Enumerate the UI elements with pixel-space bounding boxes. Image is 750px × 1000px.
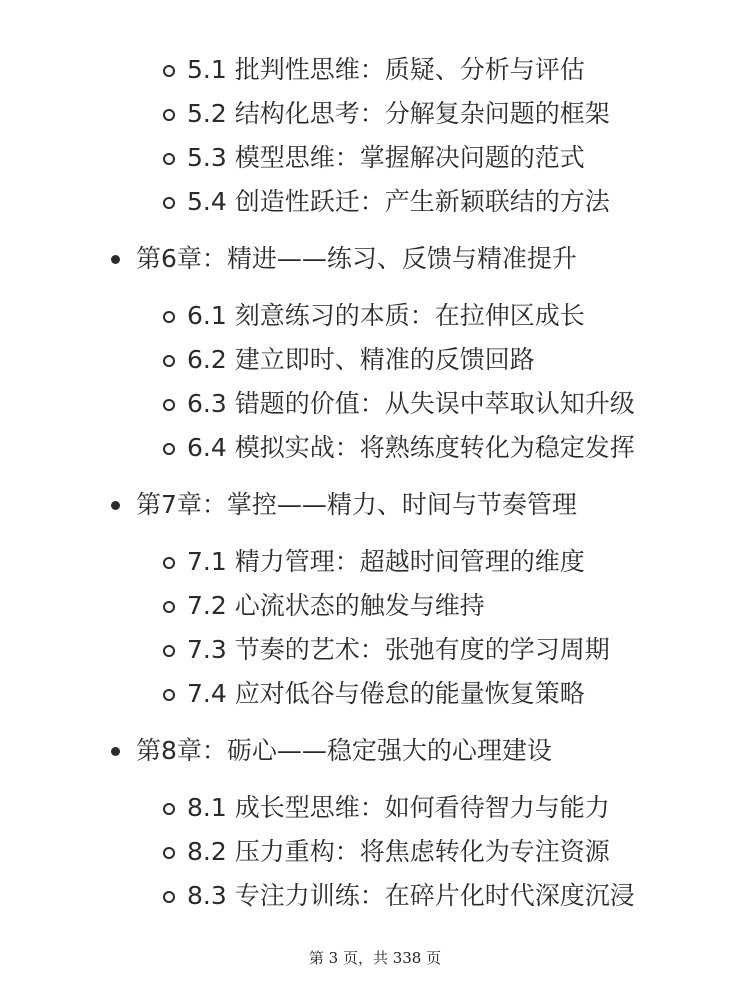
toc-chapter-item	[0, 235, 750, 283]
toc-section-item	[0, 180, 750, 224]
toc-section-item	[0, 830, 750, 874]
toc-section-item	[0, 48, 750, 92]
spacer	[0, 470, 750, 481]
spacer	[0, 529, 750, 540]
section-title: 6.3 错题的价值：从失误中萃取认知升级	[187, 389, 635, 418]
spacer	[0, 224, 750, 235]
chapter-title: 第7章：掌控——精力、时间与节奏管理	[136, 490, 577, 519]
section-title: 5.2 结构化思考：分解复杂问题的框架	[187, 99, 610, 128]
hollow-bullet-icon	[163, 65, 175, 77]
chapter-title: 第8章：砺心——稳定强大的心理建设	[136, 736, 552, 765]
toc-section-item	[0, 786, 750, 830]
hollow-bullet-icon	[163, 891, 175, 903]
hollow-bullet-icon	[163, 355, 175, 367]
section-title: 8.2 压力重构：将焦虑转化为专注资源	[187, 837, 610, 866]
toc-section-item	[0, 672, 750, 716]
hollow-bullet-icon	[163, 443, 175, 455]
toc-section-item	[0, 136, 750, 180]
toc-section-item	[0, 426, 750, 470]
toc-section-item	[0, 874, 750, 918]
toc-chapter-item	[0, 481, 750, 529]
section-title: 7.1 精力管理：超越时间管理的维度	[187, 547, 585, 576]
section-title: 8.1 成长型思维：如何看待智力与能力	[187, 793, 610, 822]
hollow-bullet-icon	[163, 689, 175, 701]
page-number-footer: 第 3 页，共 338 页	[308, 949, 442, 967]
section-title: 6.2 建立即时、精准的反馈回路	[187, 345, 535, 374]
section-title: 5.3 模型思维：掌握解决问题的范式	[187, 143, 585, 172]
spacer	[0, 775, 750, 786]
hollow-bullet-icon	[163, 109, 175, 121]
filled-bullet-icon	[111, 747, 120, 756]
toc-chapter-item	[0, 727, 750, 775]
section-title: 5.1 批判性思维：质疑、分析与评估	[187, 55, 585, 84]
filled-bullet-icon	[111, 255, 120, 264]
toc-section-item	[0, 338, 750, 382]
spacer	[0, 283, 750, 294]
toc-section-item	[0, 540, 750, 584]
section-title: 8.3 专注力训练：在碎片化时代深度沉浸	[187, 881, 635, 910]
spacer	[0, 716, 750, 727]
hollow-bullet-icon	[163, 557, 175, 569]
section-title: 6.4 模拟实战：将熟练度转化为稳定发挥	[187, 433, 635, 462]
toc-section-item	[0, 294, 750, 338]
hollow-bullet-icon	[163, 645, 175, 657]
hollow-bullet-icon	[163, 197, 175, 209]
toc-section-item	[0, 628, 750, 672]
hollow-bullet-icon	[163, 847, 175, 859]
table-of-contents	[0, 48, 750, 918]
filled-bullet-icon	[111, 501, 120, 510]
section-title: 6.1 刻意练习的本质：在拉伸区成长	[187, 301, 585, 330]
chapter-title: 第6章：精进——练习、反馈与精准提升	[136, 244, 577, 273]
hollow-bullet-icon	[163, 153, 175, 165]
section-title: 5.4 创造性跃迁：产生新颖联结的方法	[187, 187, 610, 216]
section-title: 7.4 应对低谷与倦怠的能量恢复策略	[187, 679, 585, 708]
toc-section-item	[0, 382, 750, 426]
toc-section-item	[0, 584, 750, 628]
section-title: 7.2 心流状态的触发与维持	[187, 591, 485, 620]
hollow-bullet-icon	[163, 803, 175, 815]
hollow-bullet-icon	[163, 311, 175, 323]
hollow-bullet-icon	[163, 601, 175, 613]
toc-section-item	[0, 92, 750, 136]
hollow-bullet-icon	[163, 399, 175, 411]
section-title: 7.3 节奏的艺术：张弛有度的学习周期	[187, 635, 610, 664]
